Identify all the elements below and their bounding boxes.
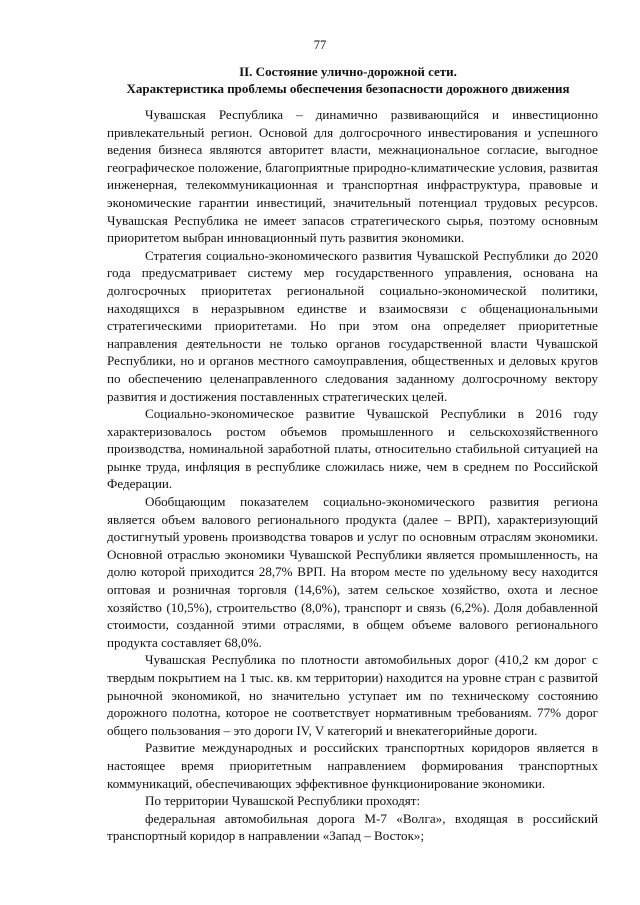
paragraph: Социально-экономическое развитие Чувашской Республики в 2016 году характеризовалось ростом объемов промышленного и сельскохозяйственного производства, номинальной заработной платы, относительно стабильной ситуацией на рынке труда, инфляция в республике сложилась ниже, чем в среднем по Российской Федерации. <box>107 406 598 492</box>
paragraph: Чувашская Республика – динамично развивающийся и инвестиционно привлекательный регион. Основой для долгосрочного инвестирования и успешного ведения бизнеса являются авторитет власти, межнациональное согласие, выгодное географическое положение, благоприятные природно-климатические условия, развитая инженерная, телекоммуникационная и транспортная инфраструктура, правовые и экономические гарантии инвестиций, значительный потенциал трудовых ресурсов. Чувашская Республика не имеет запасов стратегического сырья, поэтому основным приоритетом выбран инновационный путь развития экономики. <box>107 107 598 246</box>
paragraph: По территории Чувашской Республики проходят: <box>145 793 421 809</box>
paragraph: Обобщающим показателем социально-экономического развития региона является объем валового регионального продукта (далее – ВРП), характеризующий достигнутый уровень производства товаров и услуг по основным отраслям экономики. Основной отраслью экономики Чувашской Республики является промышленность, на долю которой приходится 28,7% ВРП. На втором месте по удельному весу находится оптовая и розничная торговля (14,6%), затем сельское хозяйство, охота и лесное хозяйство (10,5%), строительство (8,0%), транспорт и связь (6,2%). Доля добавленной стоимости, созданной этими отраслями, в общем объеме валового регионального продукта составляет 68,0%. <box>107 494 598 650</box>
paragraph: Развитие международных и российских транспортных коридоров является в настоящее время приоритетным направлением формирования транспортных коммуникаций, обеспечивающих эффективное функционирование экономики. <box>107 740 598 791</box>
paragraph: Стратегия социально-экономического развития Чувашской Республики до 2020 года предусматривает систему мер государственного управления, основана на долгосрочных приоритетах региональной социально-экономической политики, находящихся в неразрывном единстве и взаимосвязи с общенациональными стратегическими приоритетами. Но при этом она определяет приоритетные направления деятельности не только органов государственной власти Чувашской Республики, но и органов местного самоуправления, общественных и деловых кругов по обеспечению целенаправленного следования заданному долгосрочному вектору развития и достижения поставленных стратегических целей. <box>107 247 598 404</box>
section-heading <box>98 63 598 97</box>
body-text <box>107 106 598 845</box>
heading-line-1: II. Состояние улично-дорожной сети. <box>239 64 457 79</box>
heading-line-2: Характеристика проблемы обеспечения безопасности дорожного движения <box>126 81 570 96</box>
paragraph: Чувашская Республика по плотности автомобильных дорог (410,2 км дорог с твердым покрытием на 1 тыс. кв. км территории) находится на уровне стран с развитой рыночной экономикой, но значительно уступает им по техническому состоянию дорожного полотна, которое не соответствует нормативным требованиям. 77% дорог общего пользования – это дороги IV, V категорий и внекатегорийные дороги. <box>107 652 598 738</box>
paragraph: федеральная автомобильная дорога М-7 «Волга», входящая в российский транспортный коридор в направлении «Запад – Восток»; <box>107 810 598 844</box>
page-number: 77 <box>313 38 327 52</box>
